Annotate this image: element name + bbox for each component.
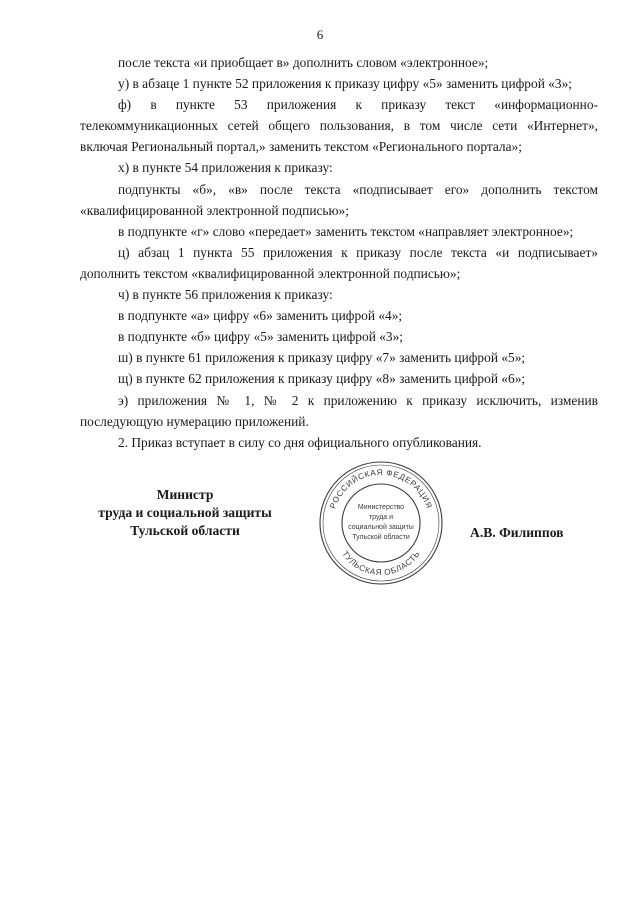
signatory-title [70,486,300,540]
paragraph: в подпункте «б» цифру «5» заменить цифрой «3»; [118,329,404,345]
paragraph: ц) абзац 1 пункта 55 приложения к приказу после текста «и подписывает» дополнить текстом «квалифицированной электронной подписью»; [80,244,598,281]
seal-outer-text-top: РОССИЙСКАЯ ФЕДЕРАЦИЯ [328,467,434,510]
page-number: 6 [316,27,324,42]
paragraph: в подпункте «г» слово «передает» заменить текстом «направляет электронное»; [118,223,574,239]
paragraph: ш) в пункте 61 приложения к приказу цифру «7» заменить цифрой «5»; [118,350,526,366]
paragraph: в подпункте «а» цифру «6» заменить цифрой «4»; [118,308,403,324]
seal-inner-line: труда и [368,514,394,521]
paragraph: э) приложения № 1, № 2 к приложению к приказу исключить, изменив последующую нумерацию приложений. [80,392,598,429]
paragraph: подпункты «б», «в» после текста «подписывает его» дополнить текстом «квалифицированной электронной подписью»; [80,181,598,218]
document-body [80,52,598,453]
paragraph: у) в абзаце 1 пункте 52 приложения к приказу цифру «5» заменить цифрой «3»; [118,76,573,92]
paragraph: 2. Приказ вступает в силу со дня официального опубликования. [118,434,482,450]
paragraph: ф) в пункте 53 приложения к приказу текст «информационно-телекоммуникационных сетей общего пользования, в том числе сети «Интернет», включая Региональный портал,» заменить текстом «Регионального портала»; [80,97,598,155]
seal-outer-ring-inner [323,465,439,581]
seal-outer-ring [320,462,442,584]
seal-outer-text-bottom: ТУЛЬСКАЯ ОБЛАСТЬ [340,549,422,578]
paragraph: щ) в пункте 62 приложения к приказу цифру «8» заменить цифрой «6»; [118,371,526,387]
seal-inner-line: Министерство [357,504,405,511]
seal-inner-ring [342,484,420,562]
seal-inner-line: Тульской области [352,534,410,541]
signatory-name: А.В. Филиппов [470,525,564,540]
signatory-title-line: труда и социальной защиты [98,505,272,520]
signatory-title-line: Министр [156,487,214,502]
seal-inner-line: социальной защиты [348,524,414,531]
signatory-title-line: Тульской области [130,523,240,538]
paragraph: ч) в пункте 56 приложения к приказу: [118,287,333,303]
paragraph: х) в пункте 54 приложения к приказу: [118,160,333,176]
official-seal [316,458,446,588]
paragraph: после текста «и приобщает в» дополнить словом «электронное»; [118,55,489,70]
